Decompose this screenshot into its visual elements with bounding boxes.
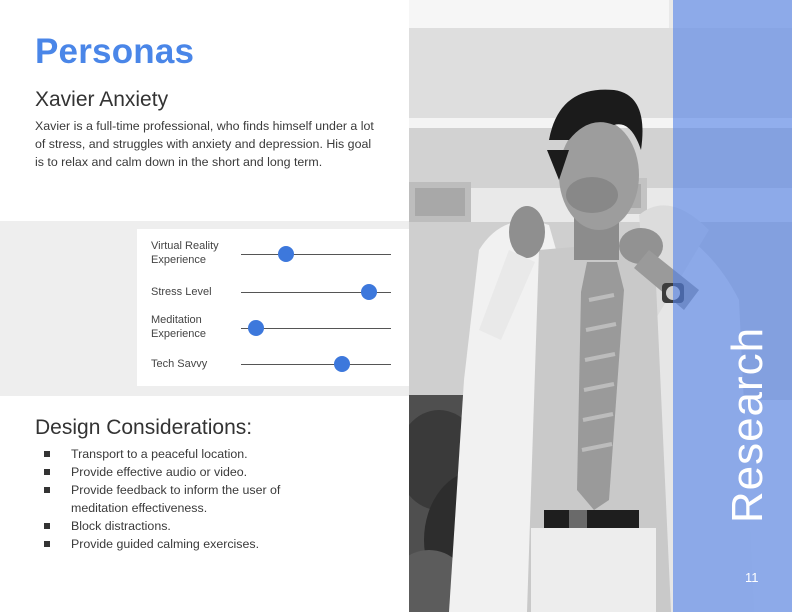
list-item-text: Provide feedback to inform the user of meditation effectiveness. (71, 483, 281, 515)
persona-name: Xavier Anxiety (35, 88, 169, 111)
list-item-text: Block distractions. (71, 519, 171, 533)
slider-knob[interactable] (334, 356, 350, 372)
list-item-text: Provide guided calming exercises. (71, 537, 260, 551)
list-item (44, 535, 334, 553)
list-item-text: Provide effective audio or video. (71, 465, 248, 479)
bullet-icon (44, 451, 50, 457)
list-item (44, 445, 334, 463)
design-considerations-list (44, 445, 334, 553)
slider-row-vr-experience (137, 237, 410, 271)
slider-label: Stress Level (151, 286, 212, 298)
slider-row-meditation-experience (137, 312, 410, 346)
list-item (44, 463, 334, 481)
persona-bio: Xavier is a full-time professional, who finds himself under a lot of stress, and struggles with anxiety and depression. His goal is to relax and calm down in the short and long term. (35, 119, 374, 169)
slider-row-tech-savvy (137, 347, 410, 381)
slider-knob[interactable] (248, 320, 264, 336)
persona-slider-card (137, 229, 410, 386)
bullet-icon (44, 469, 50, 475)
bullet-icon (44, 487, 50, 493)
slider-knob[interactable] (361, 284, 377, 300)
slider-track (241, 292, 391, 293)
slide-title: Personas (35, 32, 195, 71)
section-label: Research (723, 326, 772, 524)
bullet-icon (44, 541, 50, 547)
bullet-icon (44, 523, 50, 529)
slider-track (241, 254, 391, 255)
slider-track (241, 328, 391, 329)
slider-label: Meditation Experience (151, 314, 207, 340)
list-item (44, 517, 334, 535)
list-item (44, 481, 334, 517)
slider-track (241, 364, 391, 365)
design-considerations-title: Design Considerations: (35, 416, 253, 439)
page-number: 11 (745, 570, 759, 585)
slider-label: Virtual Reality Experience (151, 240, 219, 266)
slider-knob[interactable] (278, 246, 294, 262)
slider-label: Tech Savvy (151, 358, 208, 370)
list-item-text: Transport to a peaceful location. (71, 447, 248, 461)
slider-row-stress-level (137, 275, 410, 309)
